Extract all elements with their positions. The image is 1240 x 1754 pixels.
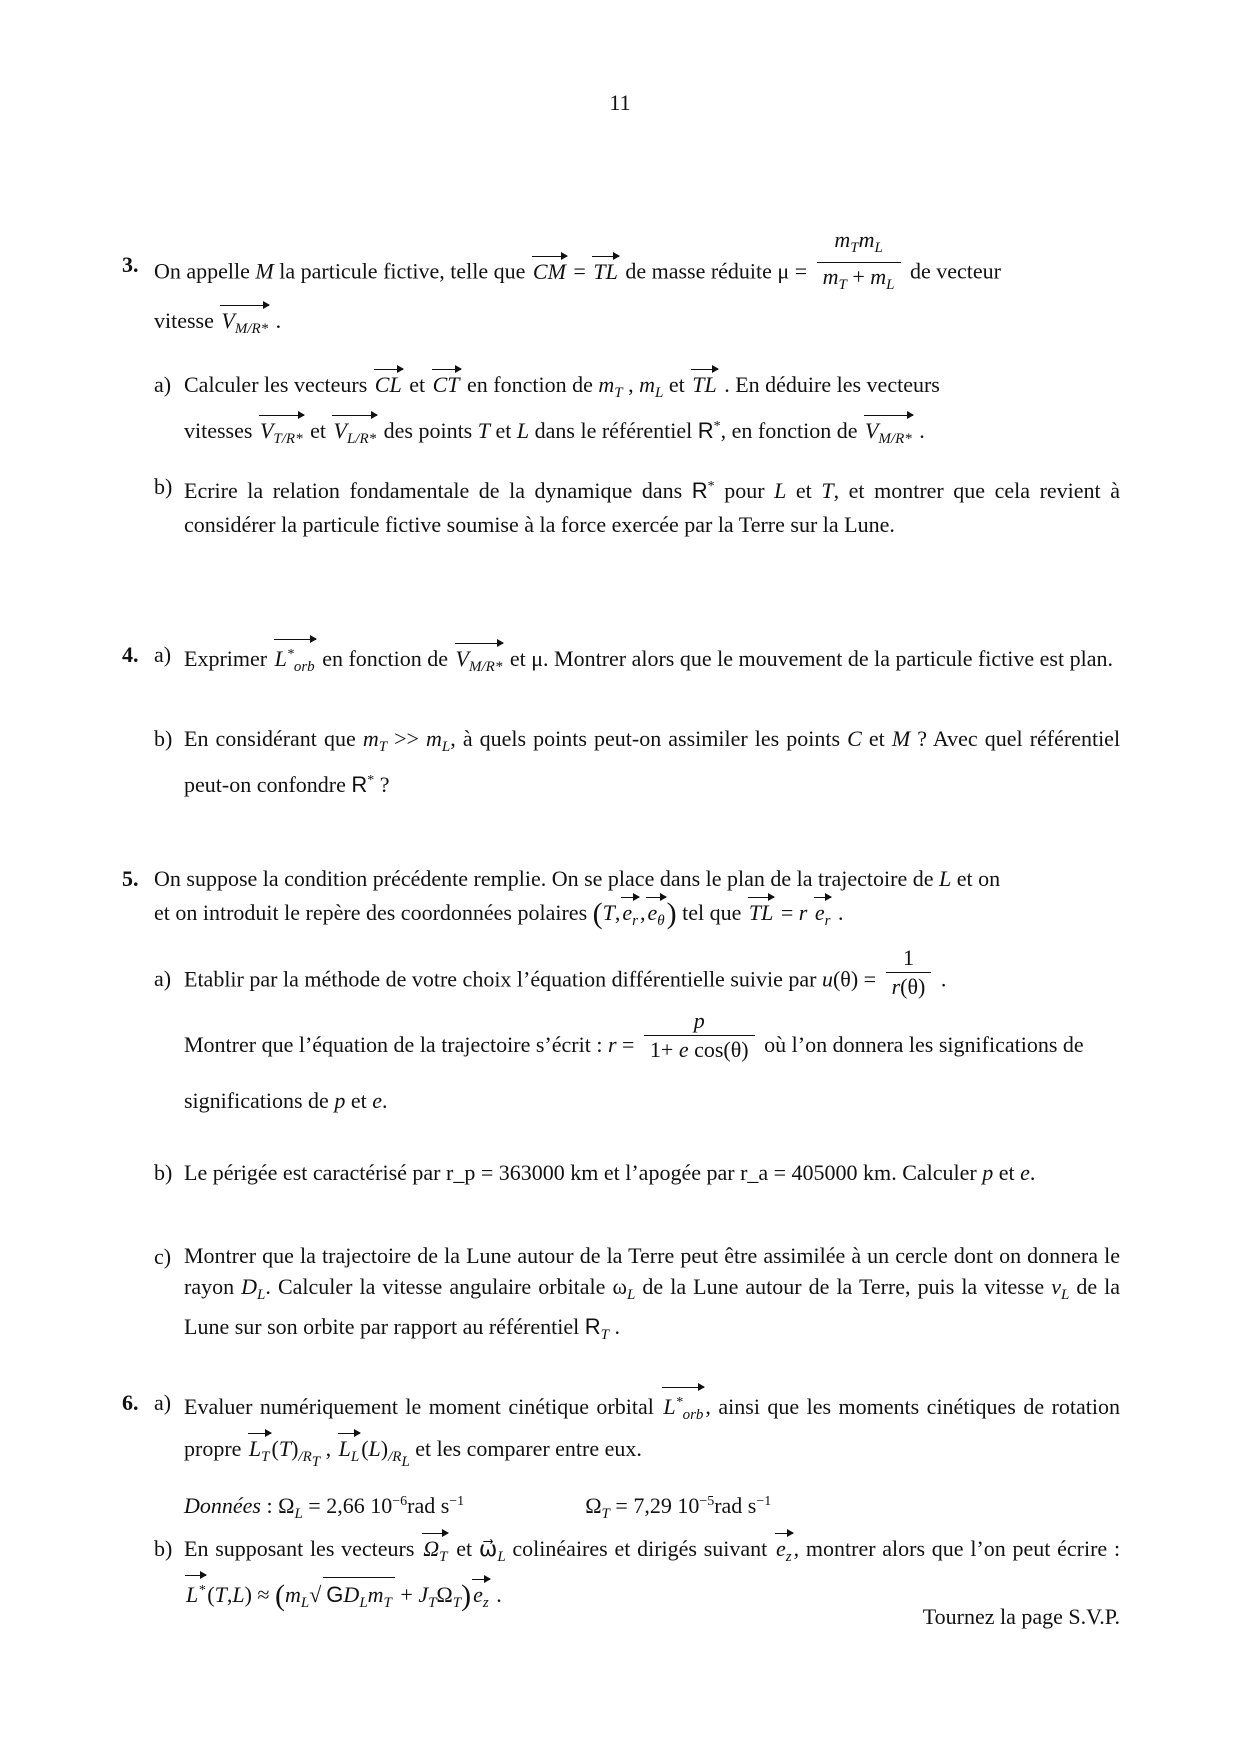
question-5-number: 5. (122, 866, 139, 891)
vector-CL: CL (373, 368, 404, 402)
vector-V-L-R: $V_{L/R*}$ (331, 414, 378, 456)
question-5-statement: On suppose la condition précédente remplie. On se place dans le plan de la trajectoire de L et on et on introduit le repère des coordonnées polaires $(T,e_r,e_\theta)$ tel que TL = r $e_r$ . (154, 862, 1120, 938)
vector-CT: CT (431, 368, 462, 402)
vector-CM: CM (531, 255, 568, 289)
question-5 (122, 862, 1120, 1342)
question-3-number: 3. (122, 252, 139, 277)
question-3-statement: On appelle M la particule fictive, telle que CM = TL de masse réduite μ = $\frac{m_Tm_L}{m_T + m_L}$ de vecteur vitesse $V_{M/R*}$ . (154, 248, 1120, 346)
page-number: 11 (609, 90, 631, 115)
question-6b: b) En supposant les vecteurs $\Omega_T$ et $\omega⃗_L$ colinéaires et dirigés suivant $e_z$, montrer alors que l’on peut écrire : $L^*(T,L) \approx (m_L√$ $GD_Lm_T + J_T\Omega_T)e_z$ . (154, 1532, 1120, 1620)
data-line: Données : $\Omega_L = 2,66$ $10^{-6}rad$ $s^{-1}$ $\Omega_T = 7,29$ $10^{-5}rad$ $s^{-1}$ (184, 1493, 772, 1522)
question-6a: a) Evaluer numériquement le moment cinétique orbital $L^*_{orb}$, ainsi que les moments cinétiques de rotation propre $L_T(T)_{/R_T}$ , $L_L(L)_{/R_L}$ et les comparer entre eux. Données : $\Omega_L = 2,66$ $10^{-6}rad$ $s^{-1}$ $\Omega_T = 7,29$ $10^{-5}rad$ $s^{-1}$ (154, 1386, 1120, 1531)
footer-turn-page: Tournez la page S.V.P. (922, 1604, 1120, 1629)
question-6-number: 6. (122, 1390, 139, 1415)
vector-V-M-R-3: $V_{M/R*}$ (454, 642, 505, 684)
perigee-value: r_p = 363000 km (446, 1160, 599, 1185)
question-3b: b) Ecrire la relation fondamentale de la dynamique dans R* pour L et T, et montrer que cela revient à considérer la particule fictive soumise à la force exercée par la Terre sur la Lune. (154, 474, 1120, 537)
vector-V-M-R-2: $V_{M/R*}$ (863, 414, 914, 456)
question-4a: a) Exprimer $L^*_{orb}$ en fonction de $V_{M/R*}$ et μ. Montrer alors que le mouvement de la particule fictive est plan. (154, 638, 1120, 684)
question-4b: b) En considérant que $m_T >> m_L$, à quels points peut-on assimiler les points C et M ? Avec quel référentiel peut-on confondre R* ? (154, 726, 1121, 797)
vector-TL-2: TL (690, 368, 718, 402)
question-5c: c) Montrer que la trajectoire de la Lune autour de la Terre peut être assimilée à un cercle dont on donnera le rayon $D_L$. Calculer la vitesse angulaire orbitale $\omega_L$ de la Lune autour de la Terre, puis la vitesse $v_L$ de la Lune sur son orbite par rapport au référentiel $R_T$ . (154, 1243, 1121, 1343)
question-5a: a) Etablir par la méthode de votre choix l’équation différentielle suivie par u(θ) = $\frac{1}{r(\theta)}$ . Montrer que l’équation de la trajectoire s’écrit : r = $\frac{p}{\text{1+ e cos(θ)}}$ où l’on donnera les significations de significations de p et e. (154, 945, 1084, 1113)
question-4-number: 4. (122, 642, 139, 667)
vector-V-M-R: $V_{M/R*}$ (219, 304, 270, 346)
question-6 (122, 1386, 1121, 1612)
vector-TL-3: TL (747, 896, 775, 930)
vector-L-orb: $L^*_{orb}$ (273, 638, 317, 684)
apogee-value: r_a = 405000 km (740, 1160, 892, 1185)
question-3a: a) Calculer les vecteurs CL et CT en fonction de $m_T$ , $m_L$ et TL . En déduire les vecteurs vitesses $V_{T/R*}$ et $V_{L/R*}$ des points T et L dans le référentiel R*, en fonction de $V_{M/R*}$ . (154, 368, 1120, 456)
vector-TL: TL (591, 255, 619, 289)
question-3 (122, 227, 1120, 538)
reduced-mass-fraction: $\frac{m_Tm_L}{m_T + m_L}$ (817, 226, 901, 299)
question-4 (122, 638, 1120, 818)
trajectory-fraction: $\frac{p}{\text{1+ e cos(θ)}}$ (644, 1007, 755, 1064)
vector-L-orb-2: $L^*_{orb}$ (661, 1386, 705, 1432)
vector-V-T-R: $V_{T/R*}$ (258, 414, 305, 456)
u-theta-fraction: $\frac{1}{r(\theta)}$ (886, 944, 932, 1001)
question-5b: b) Le périgée est caractérisé par r_p = 363000 km et l’apogée par r_a = 405000 km. Calculer p et e. (154, 1160, 1036, 1185)
